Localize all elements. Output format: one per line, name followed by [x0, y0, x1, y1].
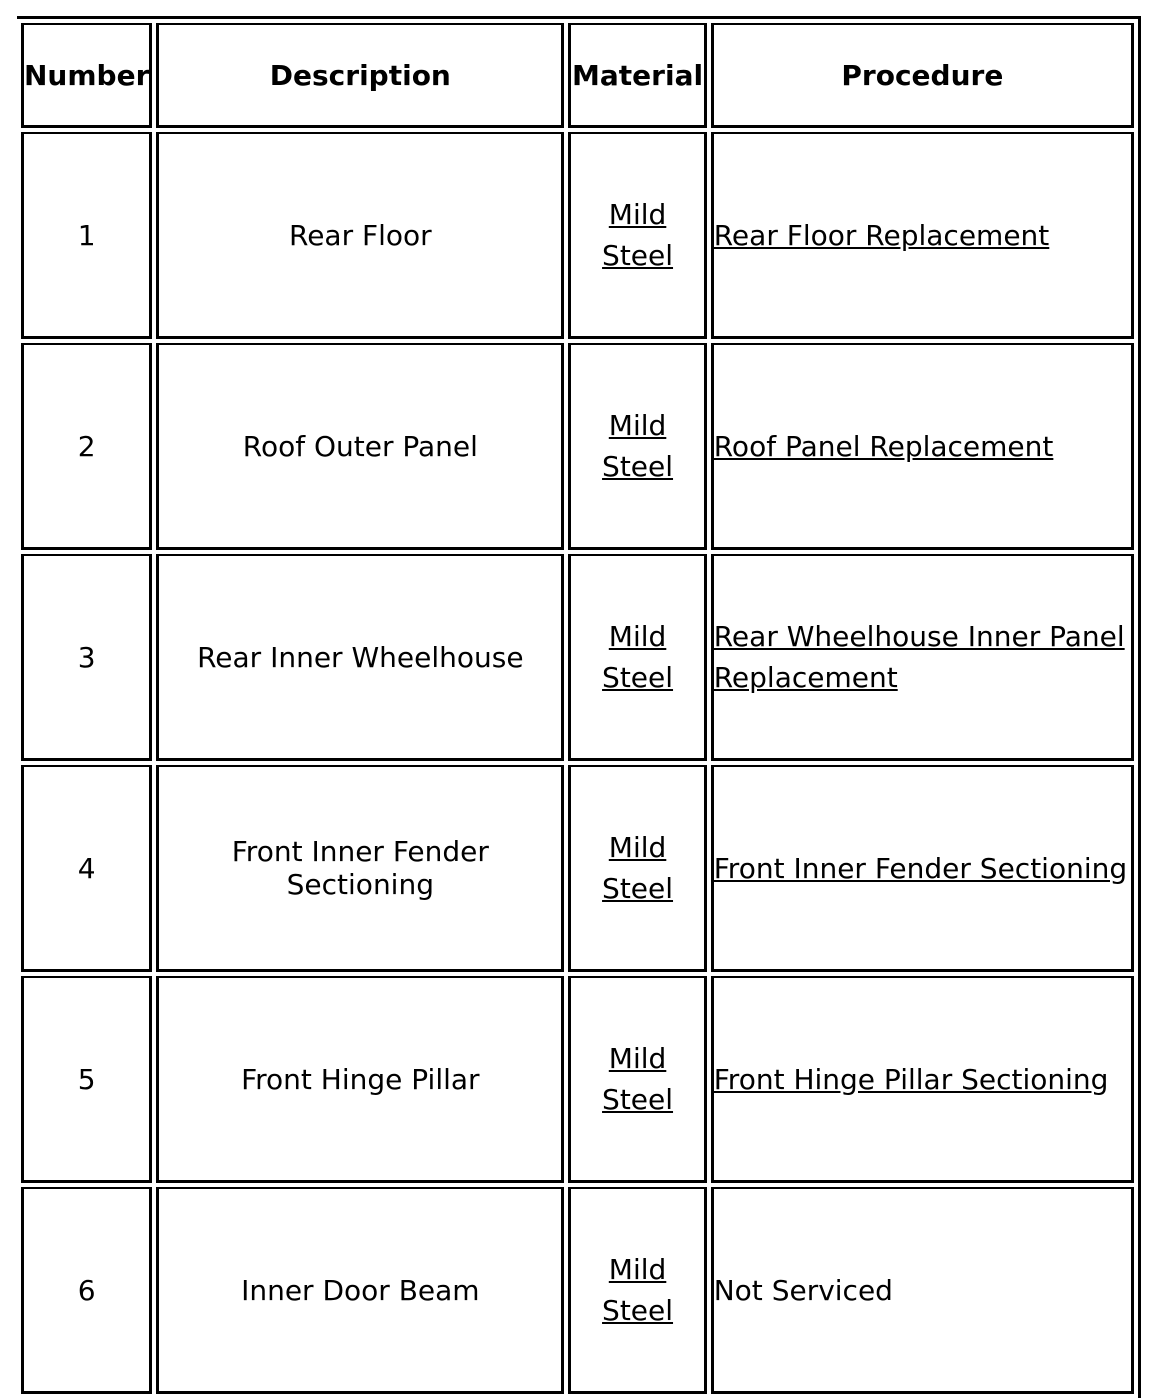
- material-line: Mild: [608, 620, 667, 653]
- material-link[interactable]: [571, 827, 703, 909]
- cell-procedure: [711, 554, 1134, 761]
- cell-material: [568, 554, 706, 761]
- header-description: Description: [156, 23, 564, 128]
- cell-material: [568, 1187, 706, 1394]
- table-row: [21, 765, 1134, 972]
- cell-description: Inner Door Beam: [156, 1187, 564, 1394]
- material-link[interactable]: [571, 616, 703, 698]
- cell-description: Front Inner Fender Sectioning: [156, 765, 564, 972]
- material-link[interactable]: [571, 405, 703, 487]
- procedure-text: Not Serviced: [713, 1273, 893, 1307]
- cell-description: Rear Inner Wheelhouse: [156, 554, 564, 761]
- cell-procedure: [711, 976, 1134, 1183]
- cell-description: Front Hinge Pillar: [156, 976, 564, 1183]
- procedure-link[interactable]: Rear Floor Replacement: [713, 218, 1050, 252]
- cell-number: 2: [21, 343, 152, 550]
- procedure-link[interactable]: Rear Wheelhouse Inner Panel Replacement: [713, 620, 1125, 694]
- cell-material: [568, 132, 706, 339]
- material-line: Steel: [602, 1083, 674, 1116]
- material-line: Steel: [602, 239, 674, 272]
- table-header-row: [21, 23, 1134, 128]
- parts-table: [17, 16, 1141, 1398]
- material-line: Steel: [602, 661, 674, 694]
- material-line: Steel: [602, 450, 674, 483]
- cell-number: 6: [21, 1187, 152, 1394]
- material-line: Mild: [608, 198, 667, 231]
- table-row: [21, 554, 1134, 761]
- cell-procedure: [711, 765, 1134, 972]
- cell-procedure: [711, 343, 1134, 550]
- header-number: Number: [21, 23, 152, 128]
- procedure-link[interactable]: Front Inner Fender Sectioning: [713, 851, 1128, 885]
- table-row: [21, 132, 1134, 339]
- procedure-link[interactable]: Front Hinge Pillar Sectioning: [713, 1062, 1109, 1096]
- header-procedure: Procedure: [711, 23, 1134, 128]
- cell-number: 5: [21, 976, 152, 1183]
- table-row: [21, 343, 1134, 550]
- cell-material: [568, 976, 706, 1183]
- cell-procedure: [711, 132, 1134, 339]
- material-link[interactable]: [571, 194, 703, 276]
- cell-number: 3: [21, 554, 152, 761]
- cell-description: Roof Outer Panel: [156, 343, 564, 550]
- cell-material: [568, 343, 706, 550]
- procedure-link[interactable]: Roof Panel Replacement: [713, 429, 1054, 463]
- cell-description: Rear Floor: [156, 132, 564, 339]
- material-link[interactable]: [571, 1038, 703, 1120]
- material-line: Steel: [602, 872, 674, 905]
- cell-material: [568, 765, 706, 972]
- material-link[interactable]: [571, 1249, 703, 1331]
- table-row: [21, 1187, 1134, 1394]
- cell-number: 1: [21, 132, 152, 339]
- material-line: Mild: [608, 1253, 667, 1286]
- material-line: Mild: [608, 409, 667, 442]
- cell-number: 4: [21, 765, 152, 972]
- material-line: Mild: [608, 1042, 667, 1075]
- cell-procedure: [711, 1187, 1134, 1394]
- table-row: [21, 976, 1134, 1183]
- header-material: Material: [568, 23, 706, 128]
- material-line: Mild: [608, 831, 667, 864]
- material-line: Steel: [602, 1294, 674, 1327]
